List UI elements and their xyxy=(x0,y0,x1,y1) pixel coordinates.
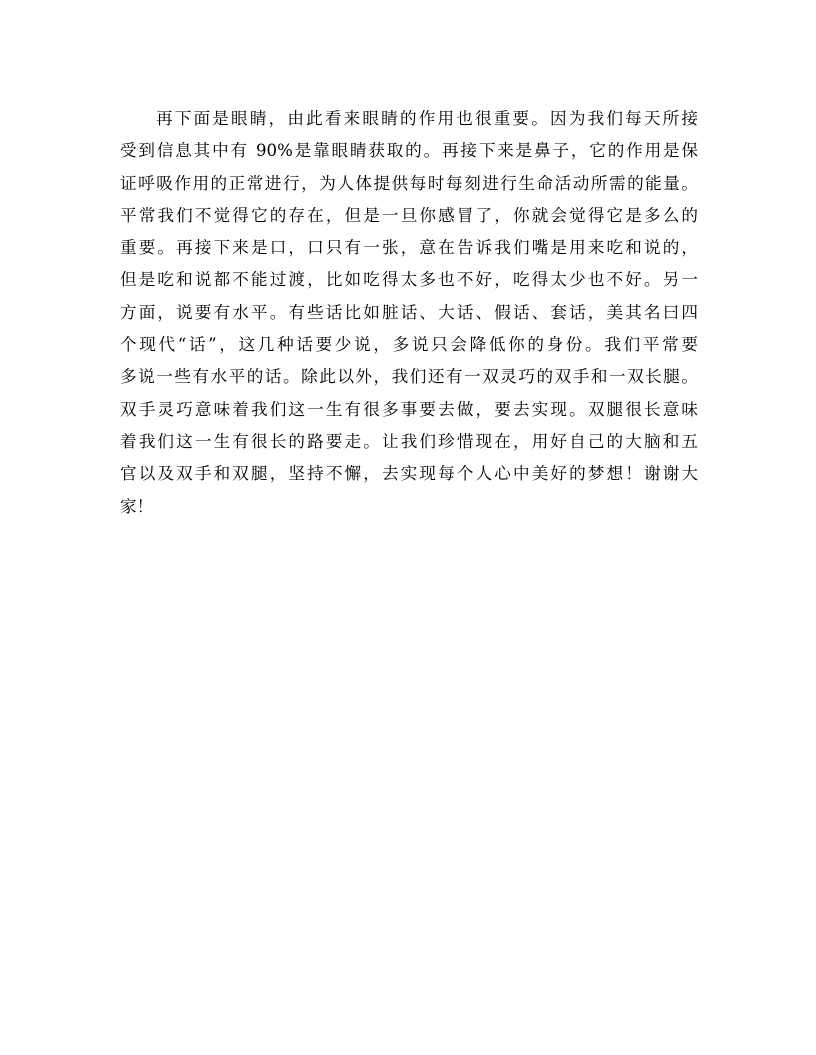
paragraph-line: 重要。再接下来是口，口只有一张，意在告诉我们嘴是用来吃和说的， xyxy=(120,238,698,258)
paragraph-line: 再下面是眼睛，由此看来眼睛的作用也很重要。因为我们每天所接 xyxy=(156,109,698,128)
paragraph-line: 双手灵巧意味着我们这一生有很多事要去做，要去实现。双腿很长意味 xyxy=(120,399,698,419)
paragraph-line: 受到信息其中有 90%是靠眼睛获取的。再接下来是鼻子，它的作用是保 xyxy=(120,141,698,161)
paragraph-line: 平常我们不觉得它的存在，但是一旦你感冒了，你就会觉得它是多么的 xyxy=(120,205,698,225)
paragraph-line: 方面，说要有水平。有些话比如脏话、大话、假话、套话，美其名曰四 xyxy=(120,302,698,322)
paragraph-line: 多说一些有水平的话。除此以外，我们还有一双灵巧的双手和一双长腿。 xyxy=(120,367,698,387)
paragraph-line: 个现代“话”，这几种话要少说，多说只会降低你的身份。我们平常要 xyxy=(120,335,698,355)
paragraph-line: 家！ xyxy=(120,496,154,516)
paragraph-line: 着我们这一生有很长的路要走。让我们珍惜现在，用好自己的大脑和五 xyxy=(120,431,698,451)
body-paragraph xyxy=(120,103,698,523)
paragraph-line: 官以及双手和双腿，坚持不懈，去实现每个人心中美好的梦想！谢谢大 xyxy=(120,464,698,484)
paragraph-line: 证呼吸作用的正常进行，为人体提供每时每刻进行生命活动所需的能量。 xyxy=(120,173,698,193)
paragraph-line: 但是吃和说都不能过渡，比如吃得太多也不好，吃得太少也不好。另一 xyxy=(120,270,698,290)
